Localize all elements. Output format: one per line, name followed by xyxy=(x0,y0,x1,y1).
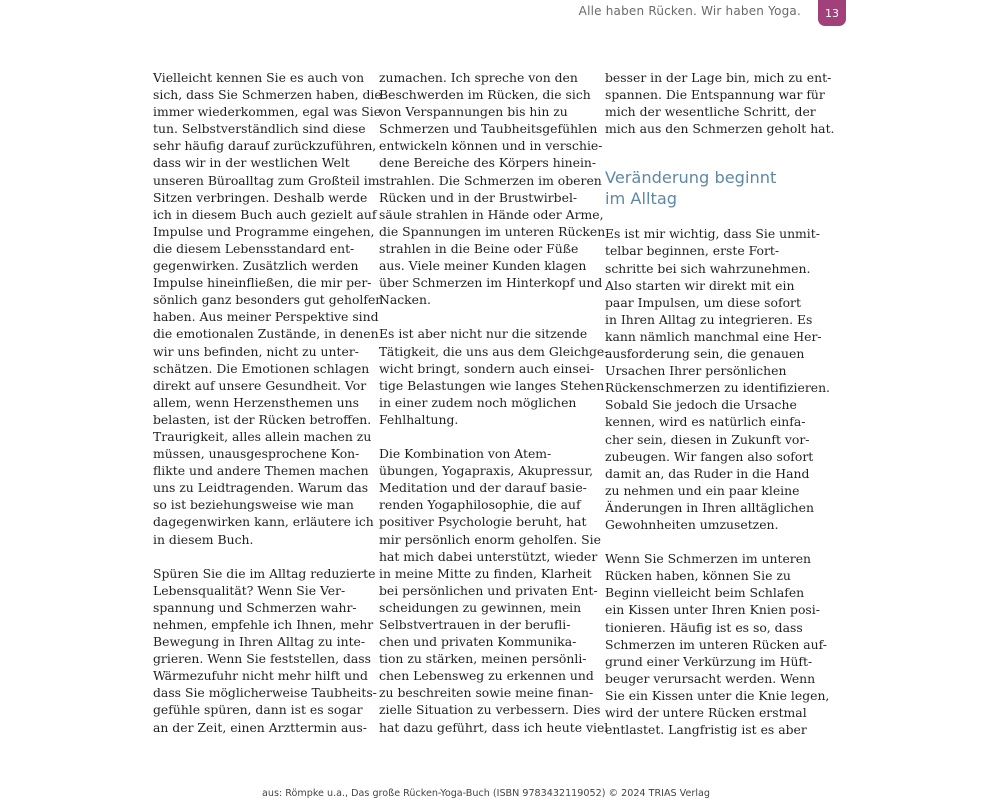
source-footer: aus: Römpke u.a., Das große Rücken-Yoga-Buch (ISBN 9783432119052) © 2024 TRIAS Verlag xyxy=(262,788,710,799)
text-line: übungen, Yogapraxis, Akupressur, xyxy=(379,463,594,479)
heading-line: im Alltag xyxy=(605,189,678,209)
text-line: in meine Mitte zu finden, Klarheit xyxy=(379,565,592,581)
text-line: in diesem Buch. xyxy=(153,531,254,547)
text-line: schritte bei sich wahrzunehmen. xyxy=(605,260,811,276)
text-line: wird der untere Rücken erstmal xyxy=(605,705,807,720)
text-line: Spüren Sie die im Alltag reduzierte xyxy=(153,565,376,581)
paragraph xyxy=(605,225,830,533)
text-line: grund einer Verkürzung im Hüft- xyxy=(605,653,813,669)
text-line: tion zu stärken, meinen persönli- xyxy=(379,651,587,667)
text-line: zumachen. Ich spreche von den xyxy=(379,70,578,85)
text-line: sehr häufig darauf zurückzuführen, xyxy=(153,138,377,154)
text-line: Impulse hineinfließen, die mir per- xyxy=(153,275,372,291)
text-line: Sobald Sie jedoch die Ursache xyxy=(605,397,797,413)
text-line: direkt auf unsere Gesundheit. Vor xyxy=(153,377,367,393)
text-line: tige Belastungen wie langes Stehen xyxy=(379,377,605,393)
text-column-1 xyxy=(153,69,384,753)
text-line: säule strahlen in Hände oder Arme, xyxy=(379,206,604,222)
text-line: allem, wenn Herzensthemen uns xyxy=(153,394,359,410)
text-line: ich in diesem Buch auch gezielt auf xyxy=(153,206,377,222)
text-line: Impulse und Programme eingehen, xyxy=(153,223,375,239)
text-line: Gewohnheiten umzusetzen. xyxy=(605,516,779,532)
text-line: uns zu Leidtragenden. Warum das xyxy=(153,480,369,496)
text-line: Vielleicht kennen Sie es auch von xyxy=(153,70,365,85)
text-line: scheidungen zu gewinnen, mein xyxy=(379,599,582,615)
text-line: bei persönlichen und privaten Ent- xyxy=(379,582,598,598)
text-line: in Ihren Alltag zu integrieren. Es xyxy=(605,311,813,327)
text-line: Lebensqualität? Wenn Sie Ver- xyxy=(153,582,346,598)
paragraph xyxy=(605,550,830,738)
paragraph xyxy=(379,325,609,428)
text-line: spannung und Schmerzen wahr- xyxy=(153,599,357,615)
text-line: spannen. Die Entspannung war für xyxy=(605,87,825,103)
text-line: hat dazu geführt, dass ich heute viel xyxy=(379,719,609,735)
text-line: aus. Viele meiner Kunden klagen xyxy=(379,258,587,274)
text-line: ein Kissen unter Ihren Knien posi- xyxy=(605,602,820,618)
text-line: Tätigkeit, die uns aus dem Gleichge- xyxy=(379,343,609,359)
text-line: Ursachen Ihrer persönlichen xyxy=(605,363,787,379)
text-line: Wenn Sie Schmerzen im unteren xyxy=(605,551,812,567)
text-line: von Verspannungen bis hin zu xyxy=(379,104,568,120)
text-line: dagegenwirken kann, erläutere ich xyxy=(153,514,374,530)
text-line: Sitzen verbringen. Deshalb werde xyxy=(153,189,368,205)
text-line: Meditation und der darauf basie- xyxy=(379,480,587,496)
text-line: beuger verursacht werden. Wenn xyxy=(605,670,816,686)
text-line: kann nämlich manchmal eine Her- xyxy=(605,328,822,344)
text-line: Rückenschmerzen zu identifizieren. xyxy=(605,380,830,396)
text-line: an der Zeit, einen Arzttermin aus- xyxy=(153,719,367,735)
heading-line: Veränderung beginnt xyxy=(605,168,777,188)
text-line: mir persönlich enorm geholfen. Sie xyxy=(379,531,601,547)
running-title: Alle haben Rücken. Wir haben Yoga. xyxy=(578,4,801,18)
text-line: zu beschreiten sowie meine finan- xyxy=(379,685,594,701)
text-line: mich der wesentliche Schritt, der xyxy=(605,104,816,120)
paragraph xyxy=(153,565,377,736)
text-line: Beschwerden im Rücken, die sich xyxy=(379,87,591,103)
text-line: Nacken. xyxy=(379,292,431,308)
text-line: dene Bereiche des Körpers hinein- xyxy=(379,155,597,171)
section-heading xyxy=(605,167,805,209)
text-line: Die Kombination von Atem- xyxy=(379,446,552,462)
text-line: Beginn vielleicht beim Schlafen xyxy=(605,585,805,601)
text-line: Änderungen in Ihren alltäglichen xyxy=(605,499,814,515)
text-line: Bewegung in Ihren Alltag zu inte- xyxy=(153,634,366,650)
text-line: gegenwirken. Zusätzlich werden xyxy=(153,258,359,274)
paragraph xyxy=(379,445,609,736)
text-line: ausforderung sein, die genauen xyxy=(605,346,805,362)
text-line: entwickeln können und in verschie- xyxy=(379,138,603,154)
text-line: Fehlhaltung. xyxy=(379,411,459,427)
text-line: immer wiederkommen, egal was Sie xyxy=(153,104,382,120)
text-line: sönlich ganz besonders gut geholfen xyxy=(153,292,384,308)
text-line: tionieren. Häufig ist es so, dass xyxy=(605,619,803,635)
text-line: in einer zudem noch möglichen xyxy=(379,394,577,410)
text-line: müssen, unausgesprochene Kon- xyxy=(153,446,360,462)
text-line: die Spannungen im unteren Rücken xyxy=(379,223,606,239)
text-line: tun. Selbstverständlich sind diese xyxy=(153,121,366,137)
text-line: Es ist aber nicht nur die sitzende xyxy=(379,326,588,342)
text-line: strahlen. Die Schmerzen im oberen xyxy=(379,172,602,188)
text-line: Selbstvertrauen in der berufli- xyxy=(379,617,571,632)
text-line: so ist beziehungsweise wie man xyxy=(153,497,354,513)
text-line: kennen, wird es natürlich einfa- xyxy=(605,414,806,430)
text-line: schätzen. Die Emotionen schlagen xyxy=(153,360,370,376)
text-line: Rücken haben, können Sie zu xyxy=(605,568,791,584)
text-line: sich, dass Sie Schmerzen haben, die xyxy=(153,87,382,103)
text-line: über Schmerzen im Hinterkopf und xyxy=(379,275,603,291)
paragraph xyxy=(379,69,606,308)
text-line: Schmerzen und Taubheitsgefühlen xyxy=(379,121,598,137)
text-line: gefühle spüren, dann ist es sogar xyxy=(153,702,363,718)
text-line: mich aus den Schmerzen geholt hat. xyxy=(605,121,835,137)
text-line: dass Sie möglicherweise Taubheits- xyxy=(153,685,377,701)
text-line: die emotionalen Zustände, in denen xyxy=(153,326,379,342)
text-line: wir uns befinden, nicht zu unter- xyxy=(153,343,359,359)
paragraph xyxy=(153,69,384,548)
text-line: Wärmezufuhr nicht mehr hilft und xyxy=(153,668,368,684)
text-line: hat mich dabei unterstützt, wieder xyxy=(379,548,598,564)
text-line: Rücken und in der Brustwirbel- xyxy=(379,189,578,205)
text-line: dass wir in der westlichen Welt xyxy=(153,155,350,171)
text-line: entlastet. Langfristig ist es aber xyxy=(605,722,807,738)
text-line: belasten, ist der Rücken betroffen. xyxy=(153,411,372,427)
text-line: nehmen, empfehle ich Ihnen, mehr xyxy=(153,617,374,632)
text-line: strahlen in die Beine oder Füße xyxy=(379,240,579,256)
text-line: Also starten wir direkt mit ein xyxy=(605,277,795,293)
text-line: chen Lebensweg zu erkennen und xyxy=(379,668,594,684)
text-line: unseren Büroalltag zum Großteil im xyxy=(153,172,380,188)
page-number-badge: 13 xyxy=(818,0,846,26)
text-line: Es ist mir wichtig, dass Sie unmit- xyxy=(605,226,820,242)
text-line: zielle Situation zu verbessern. Dies xyxy=(379,702,601,718)
text-column-2 xyxy=(379,69,609,753)
paragraph xyxy=(605,69,835,137)
text-line: telbar beginnen, erste Fort- xyxy=(605,243,780,259)
text-line: wicht bringt, sondern auch einsei- xyxy=(379,360,595,376)
text-line: damit an, das Ruder in die Hand xyxy=(605,465,810,481)
text-line: zubeugen. Wir fangen also sofort xyxy=(605,448,814,464)
text-line: chen und privaten Kommunika- xyxy=(379,634,577,650)
text-line: Sie ein Kissen unter die Knie legen, xyxy=(605,687,830,703)
text-column-3 xyxy=(605,69,835,755)
text-line: grieren. Wenn Sie feststellen, dass xyxy=(153,651,372,667)
text-line: Traurigkeit, alles allein machen zu xyxy=(153,428,372,444)
text-line: cher sein, diesen in Zukunft vor- xyxy=(605,431,810,447)
text-line: die diesem Lebensstandard ent- xyxy=(153,240,355,256)
text-line: Schmerzen im unteren Rücken auf- xyxy=(605,636,827,652)
text-line: haben. Aus meiner Perspektive sind xyxy=(153,309,379,325)
text-line: renden Yogaphilosophie, die auf xyxy=(379,497,581,513)
text-line: besser in der Lage bin, mich zu ent- xyxy=(605,70,832,85)
text-line: zu nehmen und ein paar kleine xyxy=(605,482,800,498)
text-line: paar Impulsen, um diese sofort xyxy=(605,294,801,310)
text-line: flikte und andere Themen machen xyxy=(153,463,369,479)
text-line: positiver Psychologie beruht, hat xyxy=(379,514,587,530)
